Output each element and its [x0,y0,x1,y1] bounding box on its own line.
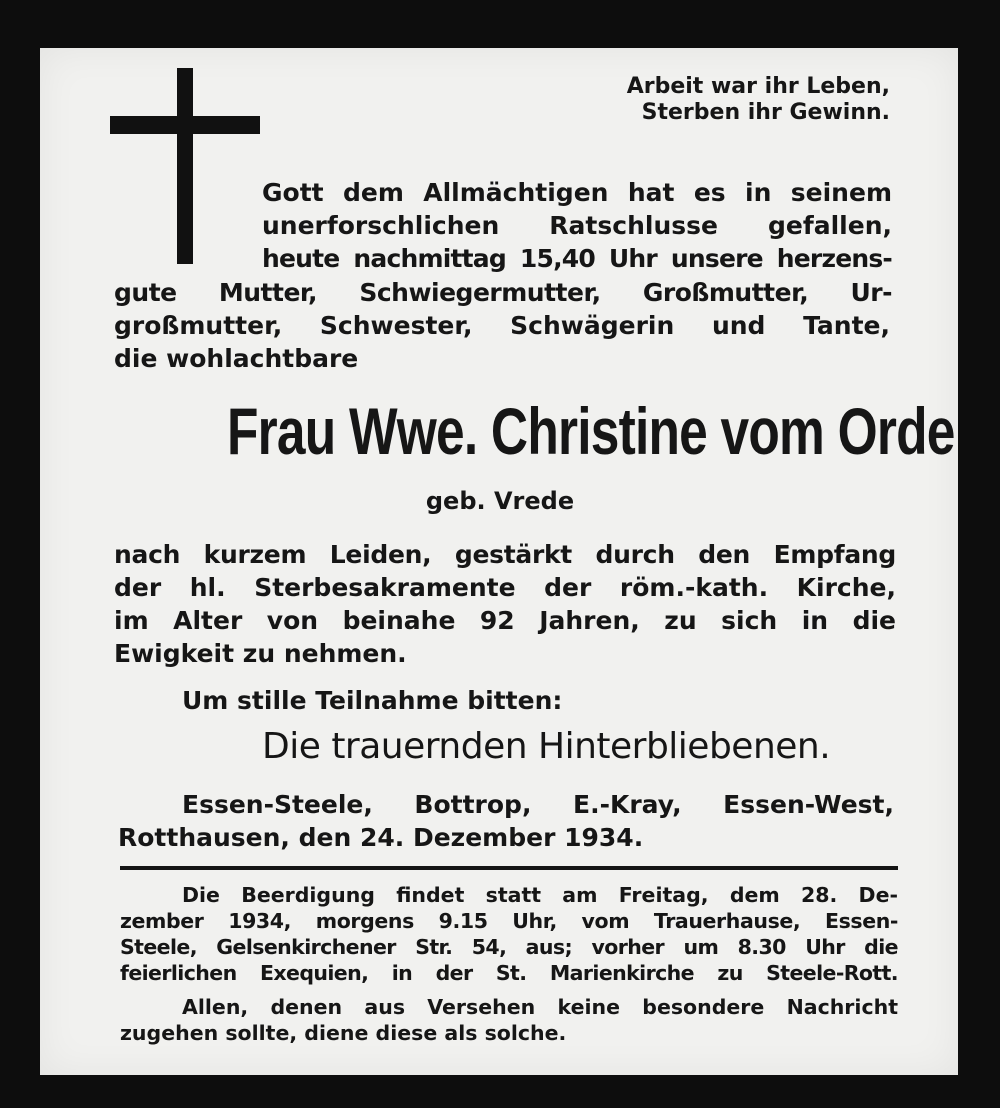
funeral-line: zember 1934, morgens 9.15 Uhr, vom Trauerhause, Essen- [120,909,898,933]
intro-line: unerforschlichen Ratschlusse gefallen, [262,211,892,240]
intro-line: Gott dem Allmächtigen hat es in seinem [262,178,892,207]
body-line: nach kurzem Leiden, gestärkt durch den Empfang [114,540,896,569]
signatories: Die trauernden Hinterbliebenen. [262,726,831,767]
cross-icon [110,68,260,264]
body-line: Ewigkeit zu nehmen. [114,639,407,668]
intro-line: großmutter, Schwester, Schwägerin und Tante, [114,311,890,340]
intro-line: die wohlachtbare [114,344,359,373]
deceased-name: Frau Wwe. Christine vom Orde [227,394,955,468]
body-line: im Alter von beinahe 92 Jahren, zu sich in die [114,606,896,635]
funeral-line: Steele, Gelsenkirchener Str. 54, aus; vorher um 8.30 Uhr die [120,935,898,959]
motto-line-1: Arbeit war ihr Leben, [626,74,890,99]
closing-line: zugehen sollte, diene diese als solche. [120,1021,567,1045]
cross-horizontal-bar [110,116,260,134]
intro-line: heute nachmittag 15,40 Uhr unsere herzens- [262,244,892,273]
divider-rule [120,866,898,870]
motto [560,74,890,126]
funeral-line: feierlichen Exequien, in der St. Marienkirche zu Steele-Rott. [120,961,898,985]
funeral-line: Die Beerdigung findet statt am Freitag, dem 28. De- [182,883,898,907]
body-line: der hl. Sterbesakramente der röm.-kath. Kirche, [114,573,896,602]
place-line: Rotthausen, den 24. Dezember 1934. [118,823,644,852]
maiden-name: geb. Vrede [425,487,575,515]
intro-line: gute Mutter, Schwiegermutter, Großmutter, Ur- [114,278,892,307]
place-line: Essen-Steele, Bottrop, E.-Kray, Essen-West, [182,790,894,819]
cross-vertical-bar [177,68,193,264]
closing-line: Allen, denen aus Versehen keine besondere Nachricht [182,995,898,1019]
condolence-request: Um stille Teilnahme bitten: [182,686,563,715]
motto-line-2: Sterben ihr Gewinn. [641,100,890,125]
